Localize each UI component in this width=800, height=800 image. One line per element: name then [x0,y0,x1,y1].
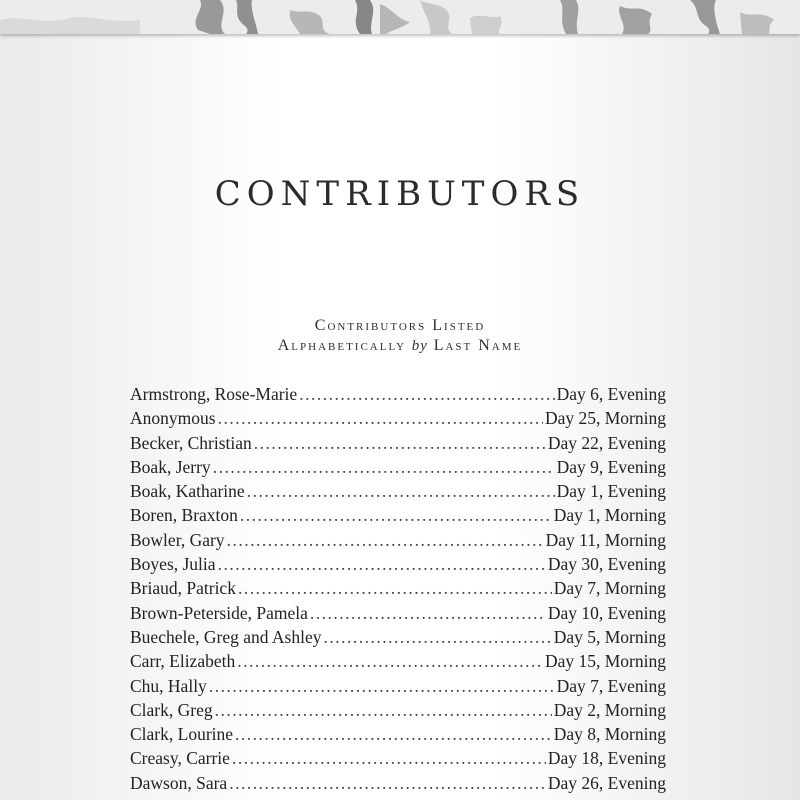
list-item [130,382,666,406]
list-item [130,625,666,649]
contributor-name: Dawson, Sara [130,772,228,793]
contributor-entry: Day 8, Morning [553,724,666,745]
dot-leader [232,746,546,770]
contributors-list [130,382,666,795]
list-item [130,528,666,552]
dot-leader [218,552,546,576]
list-item [130,455,666,479]
contributor-name: Chu, Hally [130,675,207,696]
dot-leader [237,649,543,673]
contributor-entry: Day 1, Evening [556,481,666,502]
dot-leader [310,601,546,625]
contributor-entry: Day 26, Evening [547,772,666,793]
contributor-entry: Day 11, Morning [545,529,666,550]
contributor-name: Creasy, Carrie [130,748,230,769]
list-item [130,431,666,455]
contributor-entry: Day 5, Morning [553,626,666,647]
list-item [130,746,666,770]
dot-leader [213,455,555,479]
contributor-entry: Day 1, Morning [553,505,666,526]
dot-leader [240,503,552,527]
list-item [130,503,666,527]
subtitle-line-2 [0,336,800,356]
contributor-entry: Day 9, Evening [556,456,666,477]
contributor-entry: Day 15, Morning [544,651,666,672]
page-title: CONTRIBUTORS [214,174,586,214]
contributor-name: Carr, Elizabeth [130,651,236,672]
contributor-entry: Day 18, Evening [547,748,666,769]
contributor-name: Clark, Lourine [130,724,234,745]
contributor-entry: Day 10, Evening [547,602,666,623]
list-item [130,406,666,430]
contributor-entry: Day 7, Evening [556,675,666,696]
page-subtitle [0,316,800,356]
list-item [130,649,666,673]
dot-leader [323,625,551,649]
contributor-entry: Day 6, Evening [556,384,666,404]
subtitle-line-1: Contributors Listed [314,317,486,334]
dot-leader [299,382,554,406]
subtitle-last-name: Last Name [433,337,523,354]
dot-leader [247,479,555,503]
contributor-name: Boren, Braxton [130,505,238,526]
contributor-entry: Day 2, Morning [553,699,666,720]
contributor-name: Clark, Greg [130,699,213,720]
list-item [130,552,666,576]
dot-leader [209,674,555,698]
list-item [130,674,666,698]
contributor-entry: Day 7, Morning [553,578,666,599]
dot-leader [229,771,546,795]
contributor-entry: Day 30, Evening [547,554,666,575]
contributor-entry: Day 22, Evening [547,432,666,453]
contributor-name: Brown-Peterside, Pamela [130,602,308,623]
contributor-name: Boak, Katharine [130,481,245,502]
dot-leader [235,722,552,746]
subtitle-alphabetically: Alphabetically [277,337,407,354]
marble-header-strip [0,0,800,34]
contributor-name: Armstrong, Rose-Marie [130,384,298,404]
contributor-entry: Day 25, Morning [544,408,666,429]
contributor-name: Boak, Jerry [130,456,211,477]
dot-leader [238,576,552,600]
list-item [130,771,666,795]
contributor-name: Buechele, Greg and Ashley [130,626,322,647]
dot-leader [227,528,544,552]
list-item [130,698,666,722]
document-page [0,34,800,800]
list-item [130,601,666,625]
dot-leader [218,406,543,430]
contributor-name: Boyes, Julia [130,554,216,575]
contributor-name: Anonymous [130,408,216,429]
list-item [130,479,666,503]
contributor-name: Becker, Christian [130,432,252,453]
list-item [130,576,666,600]
dot-leader [254,431,546,455]
contributor-name: Bowler, Gary [130,529,225,550]
dot-leader [215,698,552,722]
list-item [130,722,666,746]
contributor-name: Briaud, Patrick [130,578,236,599]
subtitle-by: by [411,338,428,354]
